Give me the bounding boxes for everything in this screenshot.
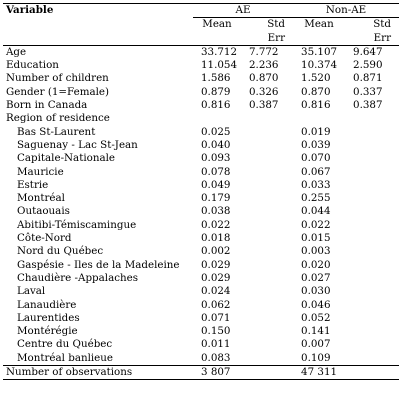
ae-se-cell [241, 338, 293, 351]
ae-se-cell [241, 352, 293, 366]
header-variable: Variable [3, 4, 193, 18]
ae-se-cell [241, 192, 293, 205]
nonae-se-cell [345, 152, 399, 165]
table-row-region [3, 325, 399, 338]
nonae-mean-cell: 0.816 [301, 99, 331, 112]
ae-mean-cell: 0.179 [201, 192, 231, 205]
table-row-born-canada [3, 99, 399, 112]
table-row-region [3, 285, 399, 298]
header-row-groups [3, 4, 399, 18]
table-row-region [3, 245, 399, 258]
ae-mean-cell: 0.029 [201, 258, 231, 271]
nonae-mean-cell: 1.520 [301, 72, 331, 85]
row-label: Gender (1=Female) [6, 85, 110, 98]
row-label: Mauricie [17, 165, 64, 178]
nonae-se-cell: 0.387 [353, 99, 383, 112]
table-row-region [3, 299, 399, 312]
ae-se-cell: 7.772 [249, 45, 279, 58]
ae-mean-cell: 0.025 [201, 125, 231, 138]
nonae-se-cell [345, 205, 399, 218]
table-row-region [3, 352, 399, 366]
row-label: Born in Canada [6, 99, 88, 112]
nonae-se-cell [345, 192, 399, 205]
nonae-mean-cell: 0.070 [301, 152, 331, 165]
nonae-mean-cell: 0.015 [301, 232, 331, 245]
row-label: Montérégie [17, 325, 78, 338]
header-group-nonae: Non-AE [293, 4, 399, 18]
row-label: Bas St-Laurent [17, 125, 96, 138]
ae-mean-cell: 0.022 [201, 218, 231, 231]
table-row-region [3, 179, 399, 192]
nonae-mean-cell: 0.255 [301, 192, 331, 205]
ae-mean-cell: 0.093 [201, 152, 231, 165]
row-label: Abitibi-Témiscamingue [17, 218, 137, 231]
ae-se-cell [241, 179, 293, 192]
nonae-se-cell [345, 232, 399, 245]
ae-mean-cell: 33.712 [201, 45, 238, 58]
table-row-region [3, 272, 399, 285]
nonae-mean-cell: 0.109 [301, 351, 331, 364]
nonae-mean-cell: 10.374 [301, 59, 338, 72]
ae-mean-cell: 0.071 [201, 311, 231, 324]
nonae-se-cell [345, 338, 399, 351]
nonae-mean-cell: 0.141 [301, 325, 331, 338]
nonae-se-cell: 2.590 [353, 59, 383, 72]
ae-se-cell [241, 152, 293, 165]
nonae-mean-cell: 0.033 [301, 178, 331, 191]
ae-se-cell: 0.870 [249, 72, 279, 85]
row-label: Montréal [17, 192, 65, 205]
nonae-mean-cell: 0.019 [301, 125, 331, 138]
header-group-ae: AE [193, 4, 293, 18]
descriptive-statistics-table-container [3, 3, 399, 380]
nonae-se-cell [345, 352, 399, 366]
nonae-mean-cell: 0.022 [301, 218, 331, 231]
ae-se-cell [241, 325, 293, 338]
ae-mean-cell: 0.083 [201, 351, 231, 364]
ae-se-cell: 0.326 [249, 85, 279, 98]
table-row-region [3, 192, 399, 205]
nonae-se-cell [345, 285, 399, 298]
ae-mean-cell: 0.018 [201, 232, 231, 245]
nonae-se-cell [345, 126, 399, 139]
ae-mean-cell: 0.024 [201, 285, 231, 298]
nonae-se-cell: 9.647 [353, 45, 383, 58]
table-row-region [3, 312, 399, 325]
table-row-region [3, 259, 399, 272]
table-row-region [3, 139, 399, 152]
nonae-se-cell [345, 179, 399, 192]
nonae-se-cell [345, 325, 399, 338]
ae-se-cell: 0.387 [249, 99, 279, 112]
ae-se-cell [241, 126, 293, 139]
row-label: Number of children [6, 72, 109, 85]
header-row-stats-line1 [3, 18, 399, 32]
row-label: Age [6, 45, 27, 58]
table-body [3, 45, 399, 125]
ae-se-cell [241, 272, 293, 285]
nonae-mean-cell: 0.067 [301, 165, 331, 178]
nonae-mean-cell: 0.870 [301, 85, 331, 98]
table-row-region [3, 166, 399, 179]
region-heading: Region of residence [6, 112, 110, 125]
row-label: Estrie [17, 178, 49, 191]
nonae-mean-cell: 0.030 [301, 285, 331, 298]
nonae-mean-cell: 0.039 [301, 138, 331, 151]
row-label: Centre du Québec [17, 338, 113, 351]
row-label: Côte-Nord [17, 232, 72, 245]
ae-mean-cell: 1.586 [201, 72, 231, 85]
nonae-se-cell [345, 219, 399, 232]
nonae-mean-cell: 35.107 [301, 45, 338, 58]
ae-mean-cell: 0.062 [201, 298, 231, 311]
table-row-age [3, 45, 399, 59]
table-row-gender [3, 86, 399, 99]
table-row-region [3, 232, 399, 245]
nonae-observations-cell: 47 311 [293, 366, 399, 380]
ae-mean-cell: 0.049 [201, 178, 231, 191]
ae-mean-cell: 0.038 [201, 205, 231, 218]
ae-se-cell [241, 285, 293, 298]
row-label: Outaouais [17, 205, 70, 218]
nonae-se-cell [345, 259, 399, 272]
nonae-mean-cell: 0.046 [301, 298, 331, 311]
row-label: Capitale-Nationale [17, 152, 115, 165]
nonae-se-cell [345, 299, 399, 312]
ae-se-cell: 2.236 [249, 59, 279, 72]
ae-se-cell [241, 166, 293, 179]
table-row-children [3, 72, 399, 85]
row-label: Laurentides [17, 311, 80, 324]
ae-se-cell [241, 299, 293, 312]
row-label: Education [6, 59, 59, 72]
table-row-region [3, 205, 399, 218]
ae-mean-cell: 0.078 [201, 165, 231, 178]
header-ae-std-line2: Err [241, 32, 293, 46]
table-row-education [3, 59, 399, 72]
descriptive-statistics-table [3, 3, 399, 380]
nonae-mean-cell: 0.027 [301, 271, 331, 284]
nonae-mean-cell: 0.007 [301, 338, 331, 351]
ae-observations-cell: 3 807 [193, 366, 293, 380]
nonae-se-cell [345, 272, 399, 285]
nonae-mean-cell: 0.020 [301, 258, 331, 271]
ae-mean-cell: 0.029 [201, 271, 231, 284]
ae-mean-cell: 0.150 [201, 325, 231, 338]
nonae-mean-cell: 0.003 [301, 245, 331, 258]
nonae-mean-cell: 0.044 [301, 205, 331, 218]
nonae-se-cell [345, 139, 399, 152]
ae-mean-cell: 0.011 [201, 338, 231, 351]
nonae-se-cell: 0.871 [353, 72, 383, 85]
ae-mean-cell: 0.879 [201, 85, 231, 98]
nonae-se-cell [345, 245, 399, 258]
ae-se-cell [241, 259, 293, 272]
ae-mean-cell: 0.002 [201, 245, 231, 258]
ae-se-cell [241, 205, 293, 218]
ae-se-cell [241, 219, 293, 232]
row-label: Saguenay - Lac St-Jean [17, 138, 138, 151]
row-label: Chaudière -Appalaches [17, 271, 138, 284]
table-row-region [3, 126, 399, 139]
table-row-region-heading [3, 112, 399, 125]
ae-se-cell [241, 245, 293, 258]
table-row-region [3, 152, 399, 165]
ae-se-cell [241, 139, 293, 152]
ae-se-cell [241, 312, 293, 325]
header-nonae-mean: Mean [304, 18, 334, 31]
table-row-observations [3, 366, 399, 380]
ae-se-cell [241, 232, 293, 245]
table-row-region [3, 219, 399, 232]
header-ae-std-line1: Std [267, 18, 286, 31]
header-row-stats-line2 [3, 32, 399, 46]
nonae-se-cell [345, 166, 399, 179]
header-nonae-std-line2: Err [345, 32, 399, 46]
ae-mean-cell: 0.816 [201, 99, 231, 112]
header-ae-mean: Mean [202, 18, 232, 31]
table-row-region [3, 338, 399, 351]
row-label: Number of observations [3, 366, 193, 380]
row-label: Laval [17, 285, 46, 298]
row-label: Nord du Québec [17, 245, 104, 258]
nonae-mean-cell: 0.052 [301, 311, 331, 324]
nonae-se-cell: 0.337 [353, 85, 383, 98]
row-label: Montréal banlieue [17, 351, 114, 364]
ae-mean-cell: 0.040 [201, 138, 231, 151]
row-label: Lanaudière [17, 298, 77, 311]
header-nonae-std-line1: Std [373, 18, 392, 31]
row-label: Gaspésie - Iles de la Madeleine [17, 258, 180, 271]
nonae-se-cell [345, 312, 399, 325]
region-rows [3, 126, 399, 366]
ae-mean-cell: 11.054 [201, 59, 238, 72]
